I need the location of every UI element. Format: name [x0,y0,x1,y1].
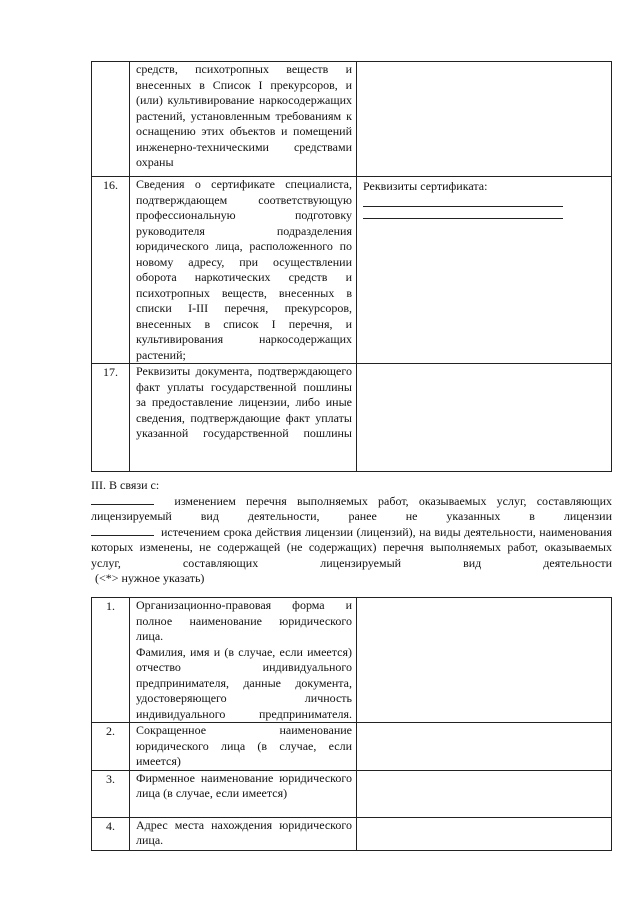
row-number: 16. [92,177,130,364]
table-row [92,723,612,771]
row-number: 2. [92,723,130,771]
row-number [92,62,130,177]
table-row [92,364,612,472]
option-text: истечением срока действия лицензии (лицензий), на виды деятельности, наименования которых изменены, не содержащей (не содержащих) перечня выполняемых работ, оказываемых услуг, составляющих лицензируемый вид деятельности [91,524,612,570]
option-blank-field[interactable] [91,494,154,505]
row-description: Фирменное наименование юридического лица (в случае, если имеется) [136,770,352,800]
table-row [92,598,612,723]
note-text: (<*> нужное указать) [95,571,205,585]
row-number: 1. [92,598,130,723]
certificate-details-label: Реквизиты сертификата: [363,179,488,193]
certificate-details-cell[interactable] [357,177,612,364]
applicant-info-table [91,597,612,851]
row-value-cell[interactable] [357,598,612,723]
license-info-table-continued [91,61,612,472]
option-text: изменением перечня выполняемых работ, оказываемых услуг, составляющих лицензируемый вид деятельности, ранее не указанных в лицензии [91,493,613,523]
row-number: 4. [92,817,130,850]
row-value-cell[interactable] [357,770,612,817]
option-blank-field[interactable] [91,525,154,536]
row-number: 3. [92,770,130,817]
row-description: Реквизиты документа, подтверждающего факт уплаты государственной пошлины за предоставление лицензии, либо иные сведения, подтверждающие факт уплаты указанной государственной пошлины [136,364,352,440]
row-value-cell[interactable] [357,817,612,850]
row-description: средств, психотропных веществ и внесенных в Список I прекурсоров, и (или) культивирование наркосодержащих растений, установленным требованиям к оснащению этих объектов и помещений инженерно-техническими средствами охраны [136,62,352,169]
row-value-cell[interactable] [357,723,612,771]
table-row [92,62,612,177]
certificate-blank-line[interactable] [363,195,563,207]
table-row [92,177,612,364]
row-description: Сведения о сертификате специалиста, подтверждающем соответствующую профессиональную подготовку руководителя подразделения юридического лица, расположенного по новому адресу, при осуществлении оборота наркотических средств и психотропных веществ, внесенных в списки I-III перечня, прекурсоров, внесенных в список I перечня, и культивирования наркосодержащих растений; [136,177,352,362]
table-row [92,770,612,817]
row-number: 17. [92,364,130,472]
certificate-blank-line[interactable] [363,207,563,219]
section-option [91,525,612,572]
row-description: Адрес места нахождения юридического лица. [136,817,352,847]
row-description: Организационно-правовая форма и полное наименование юридического лица. [136,598,352,643]
row-value-cell[interactable] [357,62,612,177]
table-row [92,817,612,850]
row-description: Сокращенное наименование юридического лица (в случае, если имеется) [136,723,352,768]
section-option [91,494,612,525]
section-3 [91,478,612,587]
row-value-cell[interactable] [357,364,612,472]
section-heading: III. В связи с: [91,478,160,492]
row-description-extra: Фамилия, имя и (в случае, если имеется) отчество индивидуального предпринимателя, данные документа, удостоверяющего личность индивидуального предпринимателя. [136,644,352,721]
